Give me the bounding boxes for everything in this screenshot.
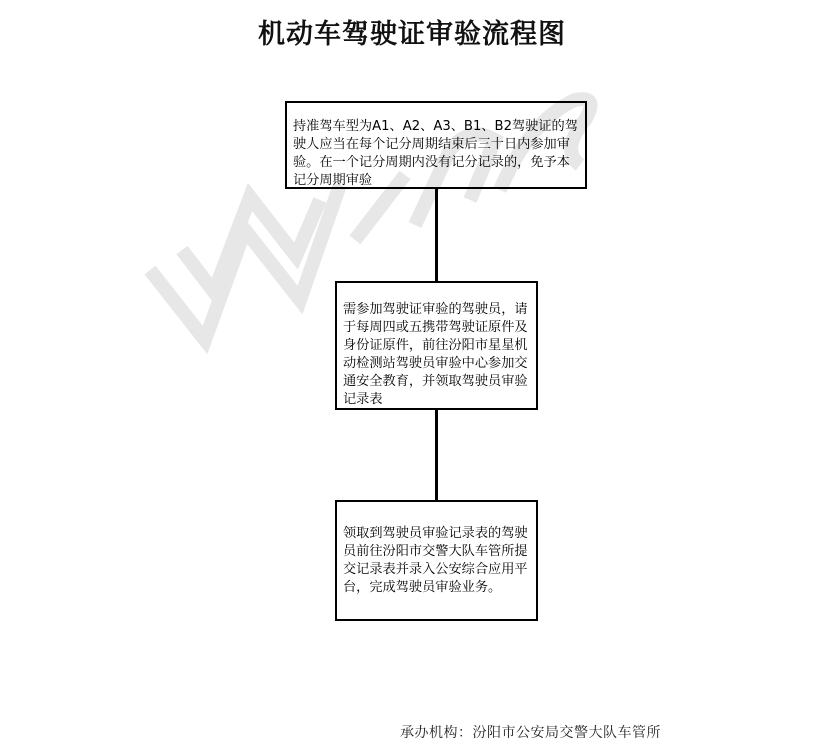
flow-step-3: 领取到驾驶员审验记录表的驾驶员前往汾阳市交警大队车管所提交记录表并录入公安综合应用平台，完成驾驶员审验业务。: [335, 500, 538, 621]
flow-connector-1: [435, 189, 438, 281]
flow-step-1: 持准驾车型为A1、A2、A3、B1、B2驾驶证的驾驶人应当在每个记分周期结束后三十日内参加审验。在一个记分周期内没有记分记录的，免予本记分周期审验: [285, 101, 587, 189]
page-title: 机动车驾驶证审验流程图: [258, 19, 566, 50]
flow-step-2: 需参加驾驶证审验的驾驶员，请于每周四或五携带驾驶证原件及身份证原件，前往汾阳市星星机动检测站驾驶员审验中心参加交通安全教育，并领取驾驶员审验记录表: [335, 281, 538, 410]
footer-organization: 承办机构：汾阳市公安局交警大队车管所: [400, 725, 661, 741]
flow-connector-2: [435, 410, 438, 500]
